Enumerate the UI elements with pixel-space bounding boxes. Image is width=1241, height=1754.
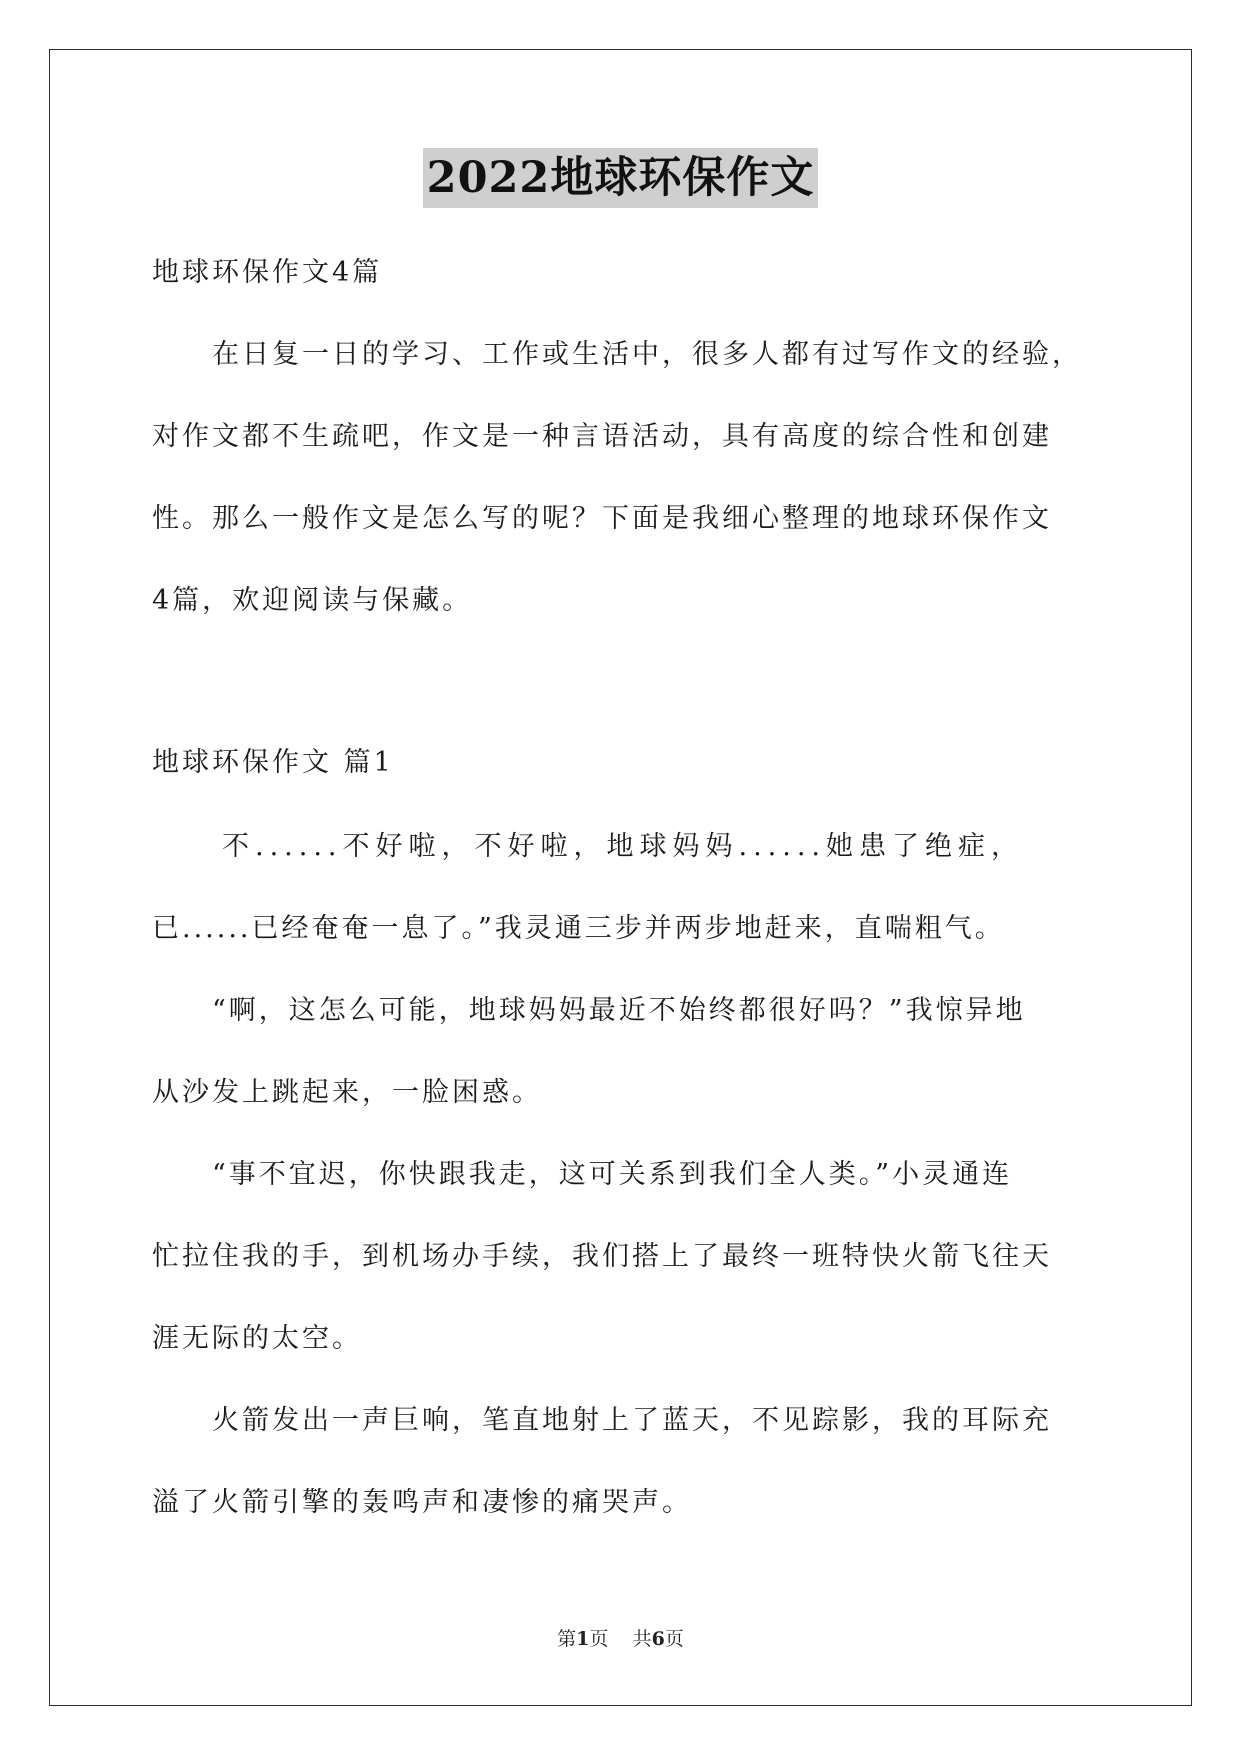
body-line: 火箭发出一声巨响，笔直地射上了蓝天，不见踪影，我的耳际充	[212, 1405, 1052, 1436]
total-prefix: 共	[632, 1628, 652, 1650]
page-suffix: 页	[589, 1628, 609, 1650]
title-container	[0, 148, 1241, 208]
body-line: 不......不好啦，不好啦，地球妈妈......她患了绝症，	[222, 831, 1024, 862]
subtitle: 地球环保作文4篇	[152, 257, 383, 288]
intro-line: 性。那么一般作文是怎么写的呢？下面是我细心整理的地球环保作文	[152, 503, 1052, 534]
intro-line: 对作文都不生疏吧，作文是一种言语活动，具有高度的综合性和创建	[152, 421, 1052, 452]
total-suffix: 页	[664, 1628, 684, 1650]
body-line: 已......已经奄奄一息了。”我灵通三步并两步地赶来，直喘粗气。	[152, 913, 1005, 944]
page-number: 1	[576, 1628, 590, 1650]
body-line: “啊，这怎么可能，地球妈妈最近不始终都很好吗？”我惊异地	[212, 995, 1026, 1026]
document-title: 2022地球环保作文	[423, 148, 819, 208]
intro-line: 在日复一日的学习、工作或生活中，很多人都有过写作文的经验，	[212, 339, 1082, 370]
section-heading: 地球环保作文 篇1	[152, 747, 394, 778]
body-line: 溢了火箭引擎的轰鸣声和凄惨的痛哭声。	[152, 1487, 692, 1518]
body-line: 涯无际的太空。	[152, 1323, 362, 1354]
page-footer	[0, 1624, 1241, 1651]
body-line: 从沙发上跳起来，一脸困惑。	[152, 1077, 542, 1108]
body-line: 忙拉住我的手，到机场办手续，我们搭上了最终一班特快火箭飞往天	[152, 1241, 1052, 1272]
total-pages: 6	[651, 1628, 665, 1650]
body-line: “事不宜迟，你快跟我走，这可关系到我们全人类。”小灵通连	[212, 1159, 1013, 1190]
page-prefix: 第	[557, 1628, 577, 1650]
intro-line: 4篇，欢迎阅读与保藏。	[152, 585, 473, 616]
